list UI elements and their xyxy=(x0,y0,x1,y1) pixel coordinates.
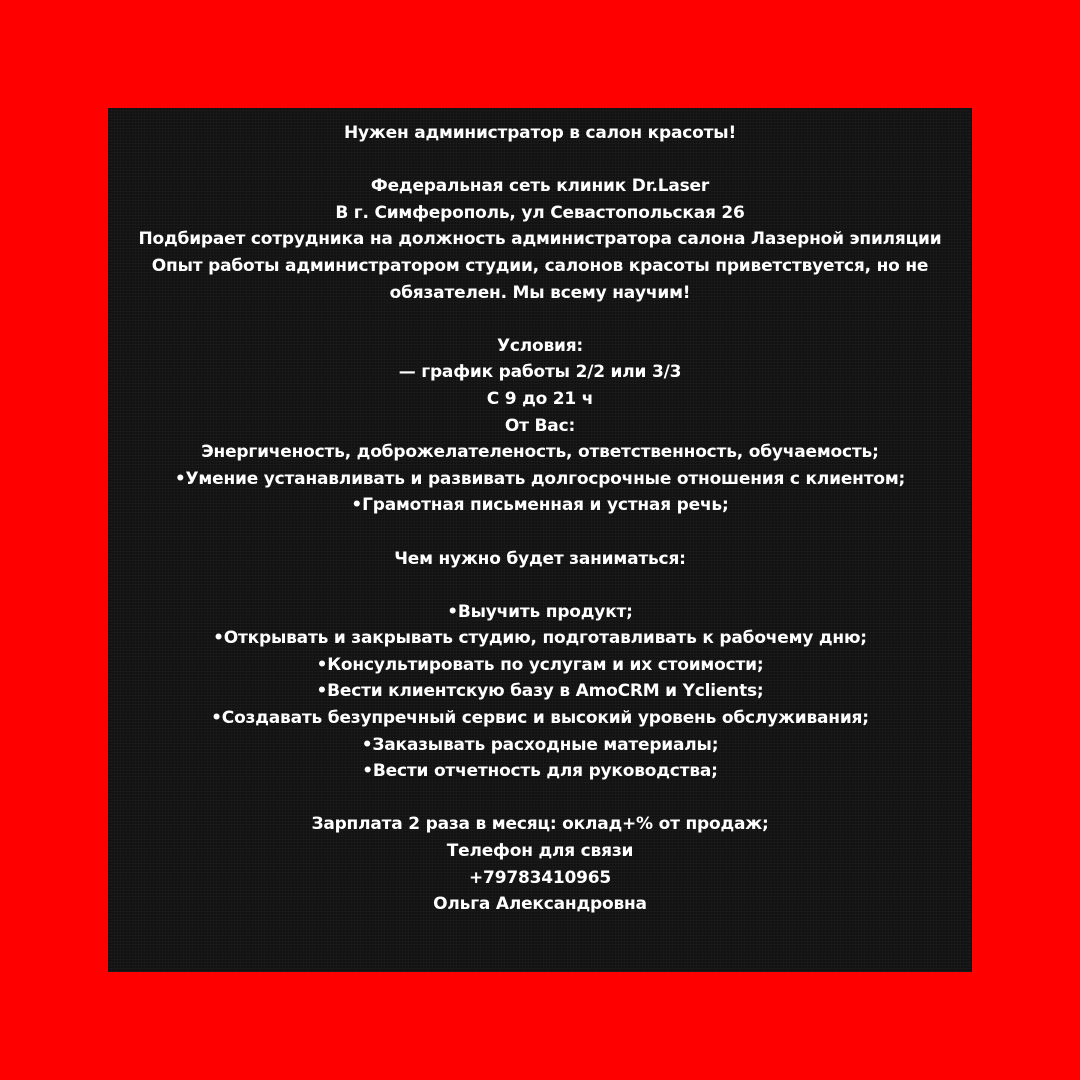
phone-number[interactable]: +79783410965 xyxy=(469,867,611,888)
duty-item: •Открывать и закрывать студию, подготавливать к рабочему дню; xyxy=(213,628,867,649)
company-name: Федеральная сеть клиник Dr.Laser xyxy=(370,176,710,197)
hours-text: С 9 до 21 ч xyxy=(486,388,594,409)
duty-item: •Заказывать расходные материалы; xyxy=(361,734,719,755)
requirement-item: Энергиченость, доброжелателеность, ответственность, обучаемость; xyxy=(201,442,879,463)
duties-title: Чем нужно будет заниматься: xyxy=(394,548,686,569)
blank-line xyxy=(128,785,952,812)
experience-text: Опыт работы администратором студии, салонов красоты приветствуется, но не обязателен. Мы всему научим! xyxy=(151,255,929,303)
address: В г. Симферополь, ул Севастопольская 26 xyxy=(335,202,745,223)
requirements-title: От Вас: xyxy=(504,415,576,436)
ad-panel xyxy=(108,108,972,972)
blank-line xyxy=(128,147,952,174)
duty-item: •Вести клиентскую базу в AmoCRM и Yclients; xyxy=(316,681,764,702)
contact-name: Ольга Александровна xyxy=(433,894,647,915)
blank-line xyxy=(128,572,952,599)
duty-item: •Выучить продукт; xyxy=(447,601,633,622)
schedule-text: — график работы 2/2 или 3/3 xyxy=(398,362,682,383)
requirement-item: •Умение устанавливать и развивать долгосрочные отношения с клиентом; xyxy=(174,468,906,489)
conditions-title: Условия: xyxy=(496,335,584,356)
blank-line xyxy=(128,519,952,546)
duty-item: •Создавать безупречный сервис и высокий уровень обслуживания; xyxy=(211,708,869,729)
ad-headline: Нужен администратор в салон красоты! xyxy=(343,123,736,143)
duty-item: •Консультировать по услугам и их стоимости; xyxy=(316,654,764,675)
position-text: Подбирает сотрудника на должность администратора салона Лазерной эпиляции xyxy=(138,229,942,250)
salary-text: Зарплата 2 раза в месяц: оклад+% от продаж; xyxy=(311,814,769,835)
duty-item: •Вести отчетность для руководства; xyxy=(362,761,718,782)
contact-label: Телефон для связи xyxy=(446,841,634,862)
ad-text xyxy=(128,120,952,918)
blank-line xyxy=(128,306,952,333)
requirement-item: •Грамотная письменная и устная речь; xyxy=(351,495,729,516)
